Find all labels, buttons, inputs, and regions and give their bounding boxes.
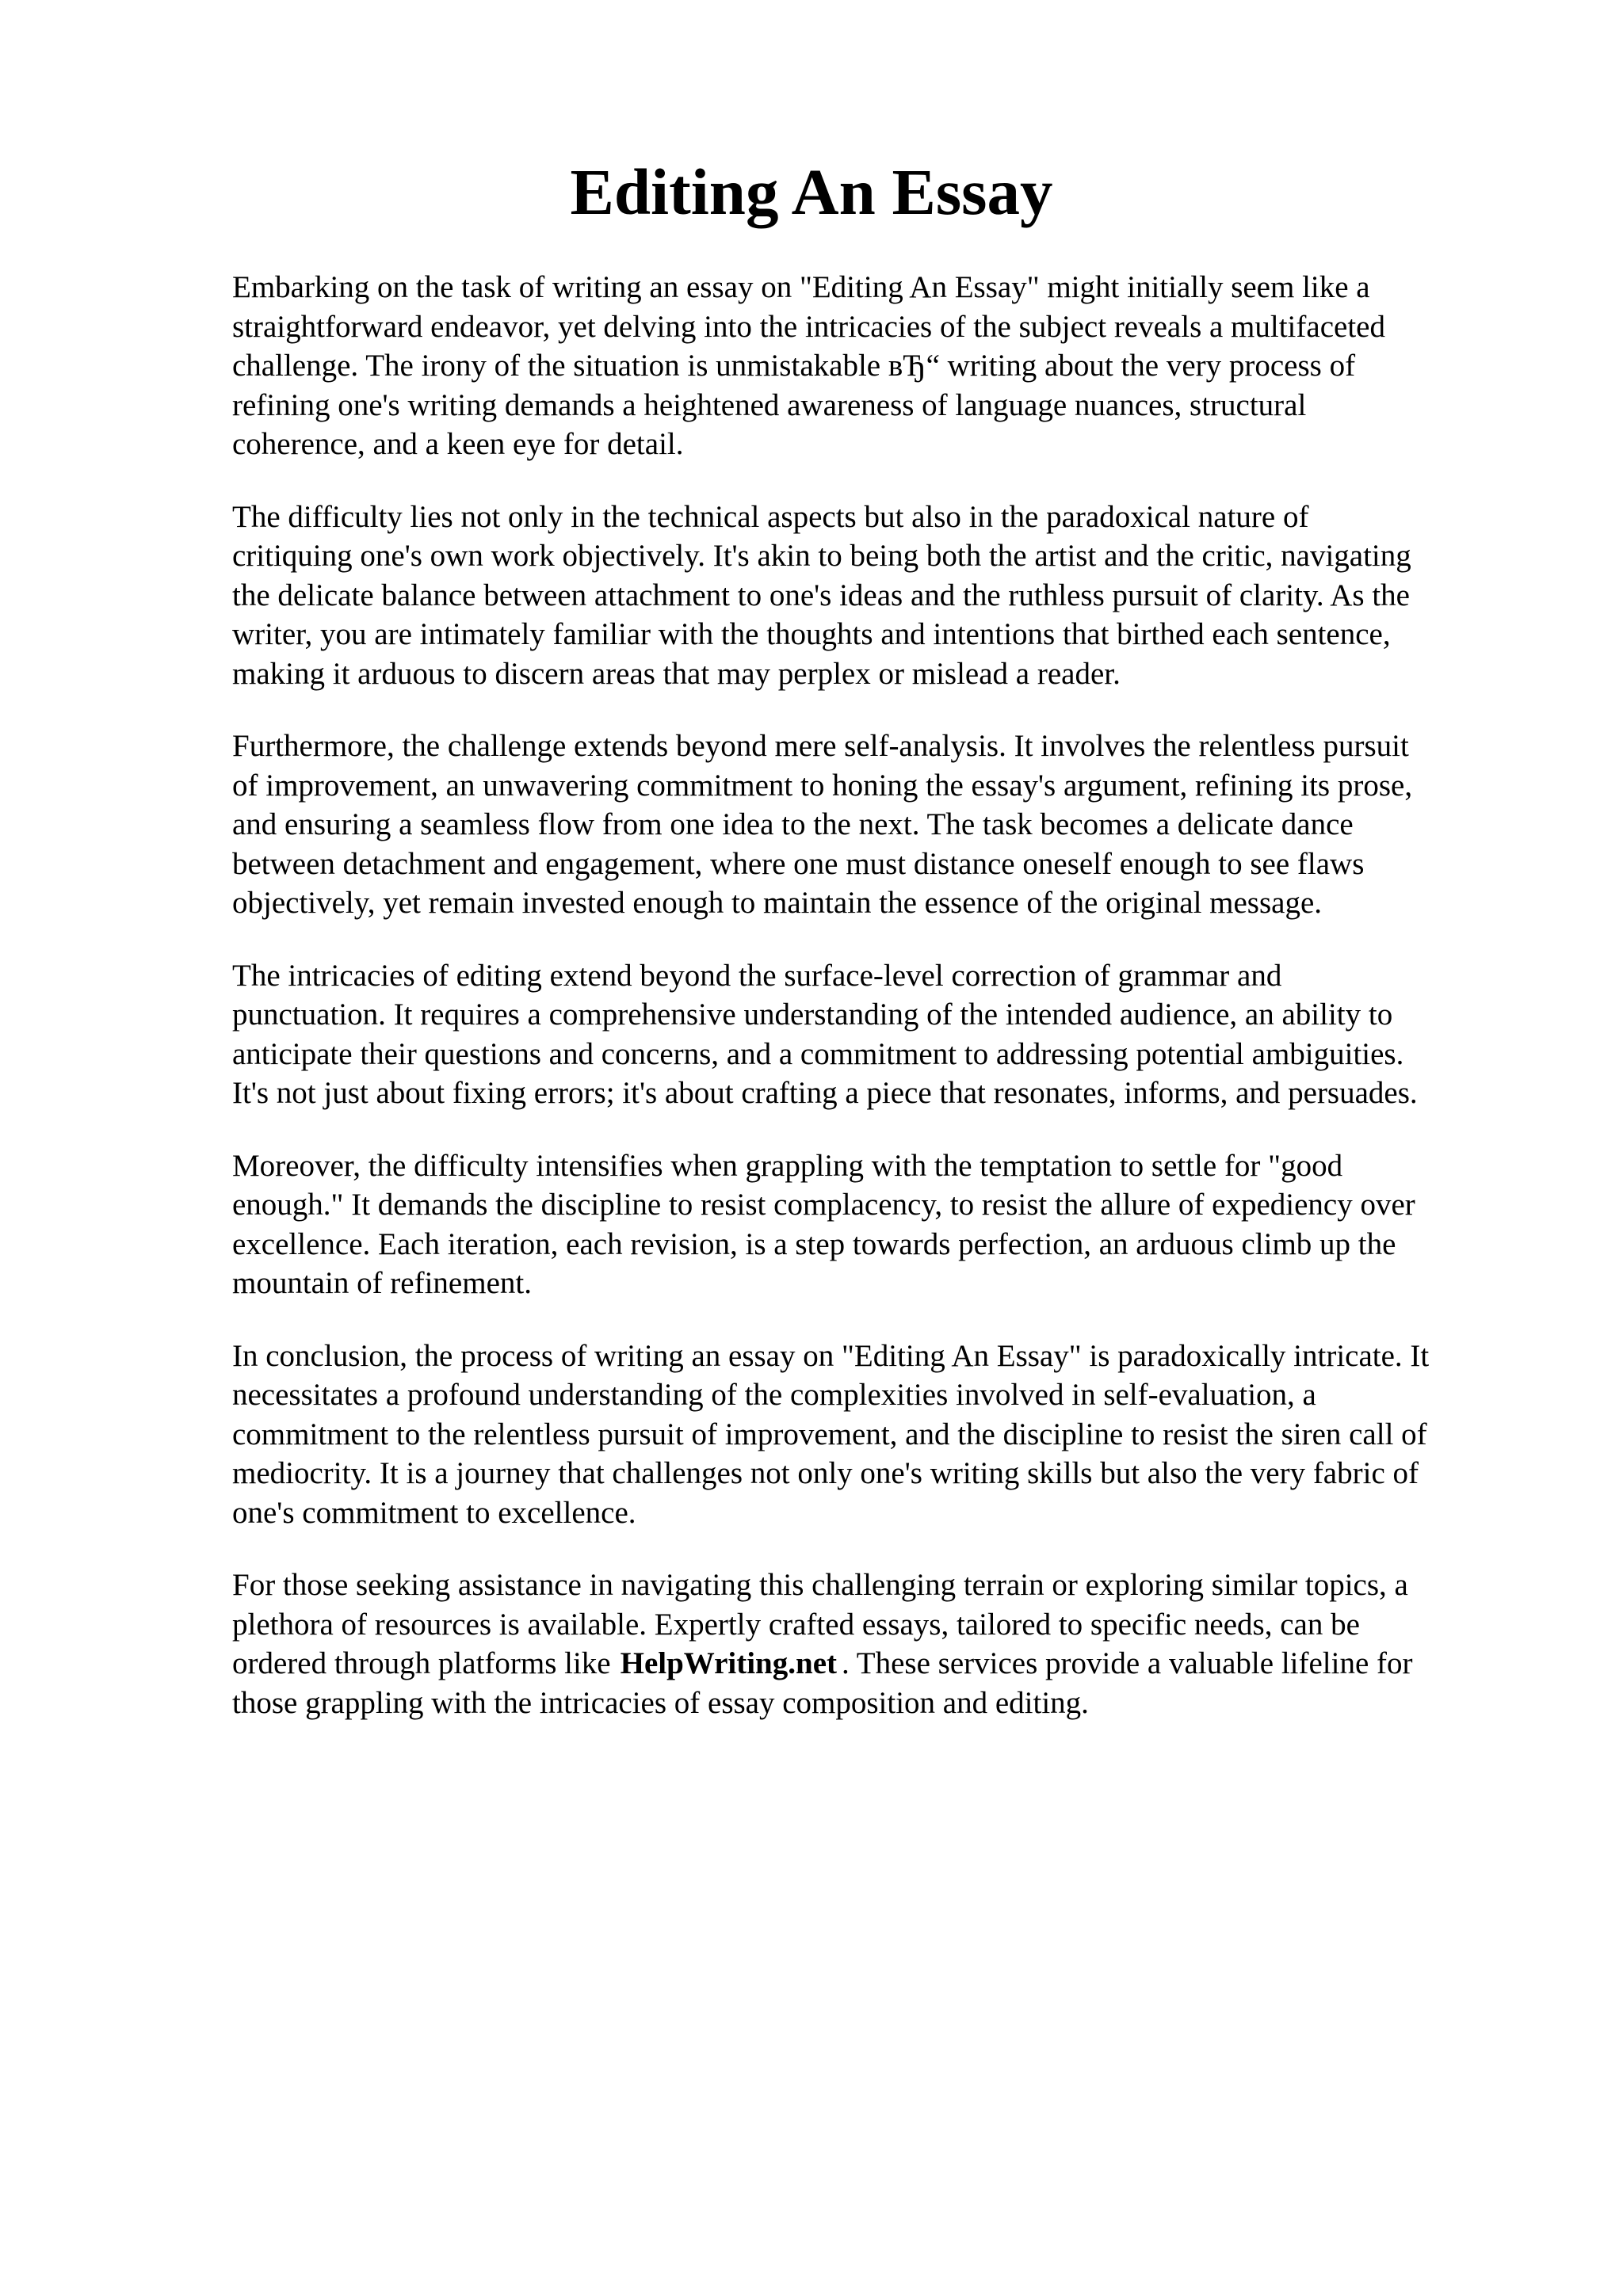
paragraph-furthermore [232,727,1516,923]
text-line: coherence, and a keen eye for detail. [232,427,684,461]
document-title: Editing An Essay [570,155,1053,228]
text-line: Moreover, the difficulty intensifies when grappling with the temptation to settle for "good [232,1148,1343,1183]
text-line: and ensuring a seamless flow from one idea to the next. The task becomes a delicate dance [232,807,1354,841]
helpwriting-link[interactable]: HelpWriting.net [620,1646,837,1680]
text-line: between detachment and engagement, where one must distance oneself enough to see flaws [232,846,1365,881]
text-line: enough." It demands the discipline to resist complacency, to resist the allure of expediency over [232,1188,1415,1222]
text-line: Embarking on the task of writing an essay on "Editing An Essay" might initially seem like a [232,270,1370,304]
text-line: objectively, yet remain invested enough to maintain the essence of the original message. [232,886,1323,920]
text-fragment: ordered through platforms like [232,1646,611,1680]
text-line: It's not just about fixing errors; it's about crafting a piece that resonates, informs, and persuades. [232,1076,1418,1110]
text-line: writer, you are intimately familiar with the thoughts and intentions that birthed each sentence, [232,617,1391,651]
paragraph-conclusion [232,1337,1516,1533]
text-line: excellence. Each iteration, each revision, is a step towards perfection, an arduous climb up the [232,1226,1396,1261]
text-line: mediocrity. It is a journey that challenges not only one's writing skills but also the very fabric of [232,1456,1419,1490]
document-body [232,268,1516,1756]
text-line: mountain of refinement. [232,1266,532,1300]
text-line: commitment to the relentless pursuit of improvement, and the discipline to resist the siren call of [232,1417,1427,1451]
text-line: The intricacies of editing extend beyond the surface-level correction of grammar and [232,958,1282,993]
text-line: The difficulty lies not only in the technical aspects but also in the paradoxical nature of [232,499,1309,534]
text-line: straightforward endeavor, yet delving into the intricacies of the subject reveals a multifaceted [232,309,1385,344]
paragraph-closing [232,1566,1516,1722]
text-line: plethora of resources is available. Expertly crafted essays, tailored to specific needs, can be [232,1607,1360,1642]
paragraph-intricacies [232,956,1516,1113]
paragraph-difficulty [232,498,1516,694]
text-line: critiquing one's own work objectively. It's akin to being both the artist and the critic, navigating [232,539,1411,573]
text-line: one's commitment to excellence. [232,1495,636,1530]
text-line-with-link [232,1644,1516,1684]
text-line: For those seeking assistance in navigating this challenging terrain or exploring similar topics, a [232,1568,1408,1602]
text-line: of improvement, an unwavering commitment to honing the essay's argument, refining its prose, [232,768,1413,803]
paragraph-moreover [232,1146,1516,1303]
text-line: In conclusion, the process of writing an essay on "Editing An Essay" is paradoxically intricate. It [232,1338,1430,1373]
text-line: challenge. The irony of the situation is unmistakable вЂ“ writing about the very process of [232,349,1356,383]
text-line: anticipate their questions and concerns, and a commitment to addressing potential ambiguities. [232,1036,1404,1071]
text-line: punctuation. It requires a comprehensive understanding of the intended audience, an ability to [232,997,1393,1032]
text-fragment: . These services provide a valuable lifeline for [842,1646,1413,1680]
text-line: Furthermore, the challenge extends beyond mere self-analysis. It involves the relentless pursuit [232,729,1409,763]
text-line: making it arduous to discern areas that may perplex or mislead a reader. [232,656,1121,691]
text-line: refining one's writing demands a heightened awareness of language nuances, structural [232,387,1307,422]
text-line: necessitates a profound understanding of the complexities involved in self-evaluation, a [232,1378,1316,1412]
paragraph-intro [232,268,1516,464]
text-line: the delicate balance between attachment to one's ideas and the ruthless pursuit of clarity. As the [232,578,1410,612]
text-line: those grappling with the intricacies of essay composition and editing. [232,1685,1089,1720]
